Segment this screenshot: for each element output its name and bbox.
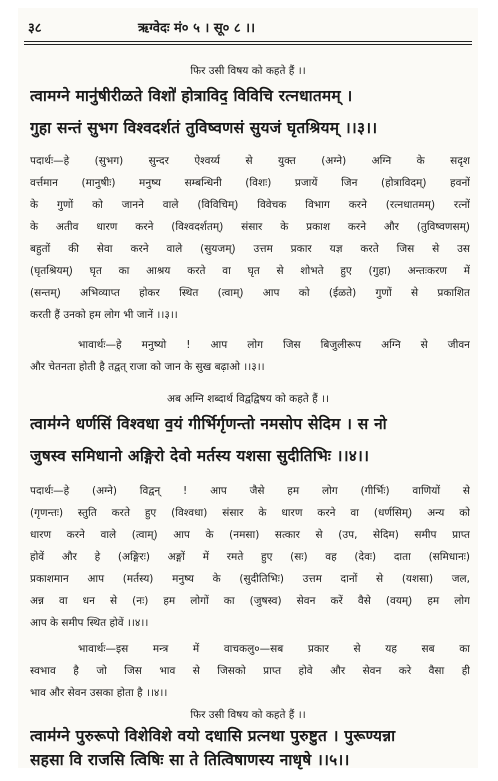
padartha-line: होवें और हे (अङ्गिरः) अङ्गों में रमते हुए (सः) वह (देवः) दाता (समिधानः): [30, 551, 470, 563]
bhavartha-line: भाव और सेवन उसका होता है ।।४।।: [30, 687, 168, 699]
section-heading: अब अग्नि शब्दार्थ विद्वद्विषय को कहते हैं ।।: [167, 393, 329, 405]
bhavartha-line: भावार्थः—हे मनुष्यो ! आप लोग जिस बिजुलीरूप अग्नि से जीवन: [78, 339, 470, 351]
page-header: [28, 18, 468, 40]
padartha-line: (गृणन्तः) स्तुति करते हुए (विश्वधा) संसार के धारण करने वा (धर्णसिम्) अन्य को: [30, 507, 470, 519]
section-heading: फिर उसी विषय को कहते हैं ।।: [190, 65, 306, 77]
bhavartha-line: और चेतनता होती है तद्वत् राजा को जान के सुख बढ़ाओ ।।३।।: [30, 361, 265, 373]
padartha-line: धारण करने वाले (त्वाम्) आप के (नमसा) सत्कार से (उप, सेदिम) समीप प्राप्त: [30, 529, 470, 541]
padartha-line: करती हैं उनको हम लोग भी जानें ।।३।।: [30, 309, 178, 321]
header-rule-double: [24, 44, 472, 45]
running-title: ऋग्वेदः मं० ५ । सू० ८ ।।: [138, 21, 256, 36]
header-rule: [24, 41, 472, 42]
bhavartha-line: भावार्थः—इस मन्त्र में वाचकलु०—सब प्रकार से यह सब का: [78, 643, 470, 655]
mantra-line: सहसा वि राजसि त्विषिः सा ते तित्विषाणस्य नाधृषे ।।५।।: [30, 750, 350, 769]
padartha-line: के अतीव धारण करने (विश्वदर्शतम्) संसार के प्रकाश करने और (तुविष्वणसम्): [30, 221, 470, 233]
padartha-line: अन्न वा धन से (नः) हम लोगों का (जुषस्व) सेवन करें वैसे (वयम्) हम लोग: [30, 595, 470, 607]
padartha-line: के गुणों को जानने वाले (विविचिम्) विवेचक विभाग करने (रत्नधातमम्) रत्नों: [30, 199, 470, 211]
padartha-line: पदार्थः—हे (अग्ने) विद्वन् ! आप जैसे हम लोग (गीर्भिः) वाणियों से: [30, 485, 470, 497]
mantra-line: त्वाम॑ग्ने पुरुरूपो विशेविशे वयो दधासि प्रत्नथा पुरुष्टुत । पुरूण्यन्ना: [30, 726, 396, 745]
mantra-line: जुषस्व समिधानो अङ्गिरो देवो मर्तस्य यशसा सुदीतिभिः ।।४।।: [30, 446, 370, 465]
padartha-line: प्रकाशमान आप (मर्तस्य) मनुष्य के (सुदीतिभिः) उत्तम दानों से (यशसा) जल,: [30, 573, 470, 585]
padartha-line: वर्त्तमान (मानुषीः) मनुष्य सम्बन्धिनी (विशः) प्रजायें जिन (होत्राविदम्) हवनों: [30, 177, 470, 189]
padartha-line: (घृतश्रियम्) घृत का आश्रय करते वा घृत से शोभते हुए (गुहा) अन्तःकरण में: [30, 265, 470, 277]
page-number: ३८: [28, 21, 42, 36]
section-heading: फिर उसी विषय को कहते हैं ।।: [190, 709, 306, 721]
bhavartha-line: स्वभाव है जो जिस भाव से जिसको प्राप्त होवे और सेवन करे वैसा ही: [30, 665, 470, 677]
padartha-line: पदार्थः—हे (सुभग) सुन्दर ऐश्वर्य्य से युक्त (अग्ने) अग्नि के सदृश: [30, 155, 470, 167]
scanned-page: [18, 8, 478, 768]
padartha-line: (सन्तम्) अभिव्याप्त होकर स्थित (त्वाम्) आप को (ईळते) गुणों से प्रकाशित: [30, 287, 470, 299]
padartha-line: बहुतों की सेवा करने वाले (सुयजम्) उत्तम प्रकार यज्ञ करते जिस से उस: [30, 243, 470, 255]
mantra-line: त्वाम॑ग्ने धर्णसिं विश्वधा व॒यं गीर्भिर्गृणन्तो नमसोप सेदिम । स नो: [30, 414, 387, 433]
padartha-line: आप के समीप स्थित होवें ।।४।।: [30, 617, 149, 629]
mantra-line: गुहा सन्तं सुभग विश्वदर्शतं तुविष्वणसं सुयजं घृतश्रियम् ।।३।।: [30, 118, 378, 137]
mantra-line: त्वामग्ने मानु॑षीरीळते विशो॑ होत्राविद॒ विविचि रत्नधातमम् ।: [30, 86, 353, 105]
